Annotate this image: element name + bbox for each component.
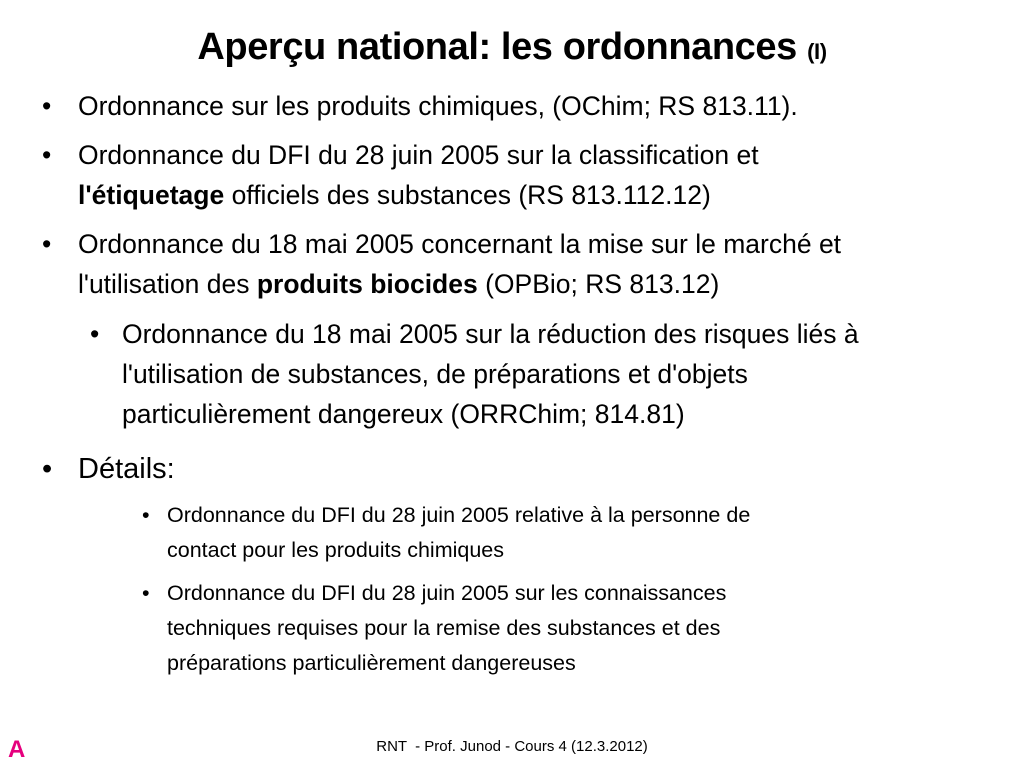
bullet-item-contact-person xyxy=(142,498,751,568)
bullet-line: contact pour les produits chimiques xyxy=(167,538,505,562)
bullet-line: Détails: xyxy=(78,453,175,485)
bullet-line: Ordonnance du DFI du 28 juin 2005 sur les connaissances xyxy=(167,581,727,605)
bullet-item-technical-knowledge xyxy=(142,576,727,681)
bullet-line: Ordonnance du 18 mai 2005 concernant la mise sur le marché et xyxy=(78,229,842,259)
slide-title-text: Aperçu national: les ordonnances xyxy=(197,26,797,68)
bullet-glyph: • xyxy=(142,503,150,527)
slide-title xyxy=(0,22,1024,77)
bullet-glyph: • xyxy=(42,453,53,485)
bullet-line xyxy=(78,264,841,304)
slide-footer: RNT - Prof. Junod - Cours 4 (12.3.2012) xyxy=(376,738,648,755)
bullet-glyph: • xyxy=(42,140,52,170)
bullet-glyph: • xyxy=(42,229,52,259)
bold-term: l'étiquetage xyxy=(78,180,225,210)
bullet-item-classification xyxy=(42,135,759,215)
bullet-line: particulièrement dangereux (ORRChim; 814.81) xyxy=(122,399,685,429)
bullet-item-orrchim xyxy=(90,314,859,434)
slide-title-suffix: (I) xyxy=(807,39,827,64)
bullet-glyph: • xyxy=(90,319,100,349)
bullet-line: préparations particulièrement dangereuses xyxy=(167,651,576,675)
bullet-item-biocides xyxy=(42,224,842,304)
bold-term: produits biocides xyxy=(256,269,478,299)
bullet-line: Ordonnance du 18 mai 2005 sur la réduction des risques liés à xyxy=(122,319,859,349)
line-head: l'utilisation des xyxy=(78,269,257,299)
line-tail: (OPBio; RS 813.12) xyxy=(477,269,720,299)
line-tail: officiels des substances (RS 813.112.12) xyxy=(224,180,711,210)
logo-letter: A xyxy=(8,736,26,763)
bullet-line: Ordonnance du DFI du 28 juin 2005 sur la classification et xyxy=(78,140,759,170)
bullet-line: Ordonnance du DFI du 28 juin 2005 relative à la personne de xyxy=(167,503,751,527)
bullet-item-details xyxy=(42,449,175,489)
bullet-line: Ordonnance sur les produits chimiques, (OChim; RS 813.11). xyxy=(78,91,798,121)
bullet-line: techniques requises pour la remise des substances et des xyxy=(167,616,721,640)
bullet-line xyxy=(78,175,759,215)
bullet-item-ochim xyxy=(42,86,798,126)
bullet-line: l'utilisation de substances, de préparations et d'objets xyxy=(122,359,748,389)
bullet-glyph: • xyxy=(42,91,52,121)
bullet-glyph: • xyxy=(142,581,150,605)
